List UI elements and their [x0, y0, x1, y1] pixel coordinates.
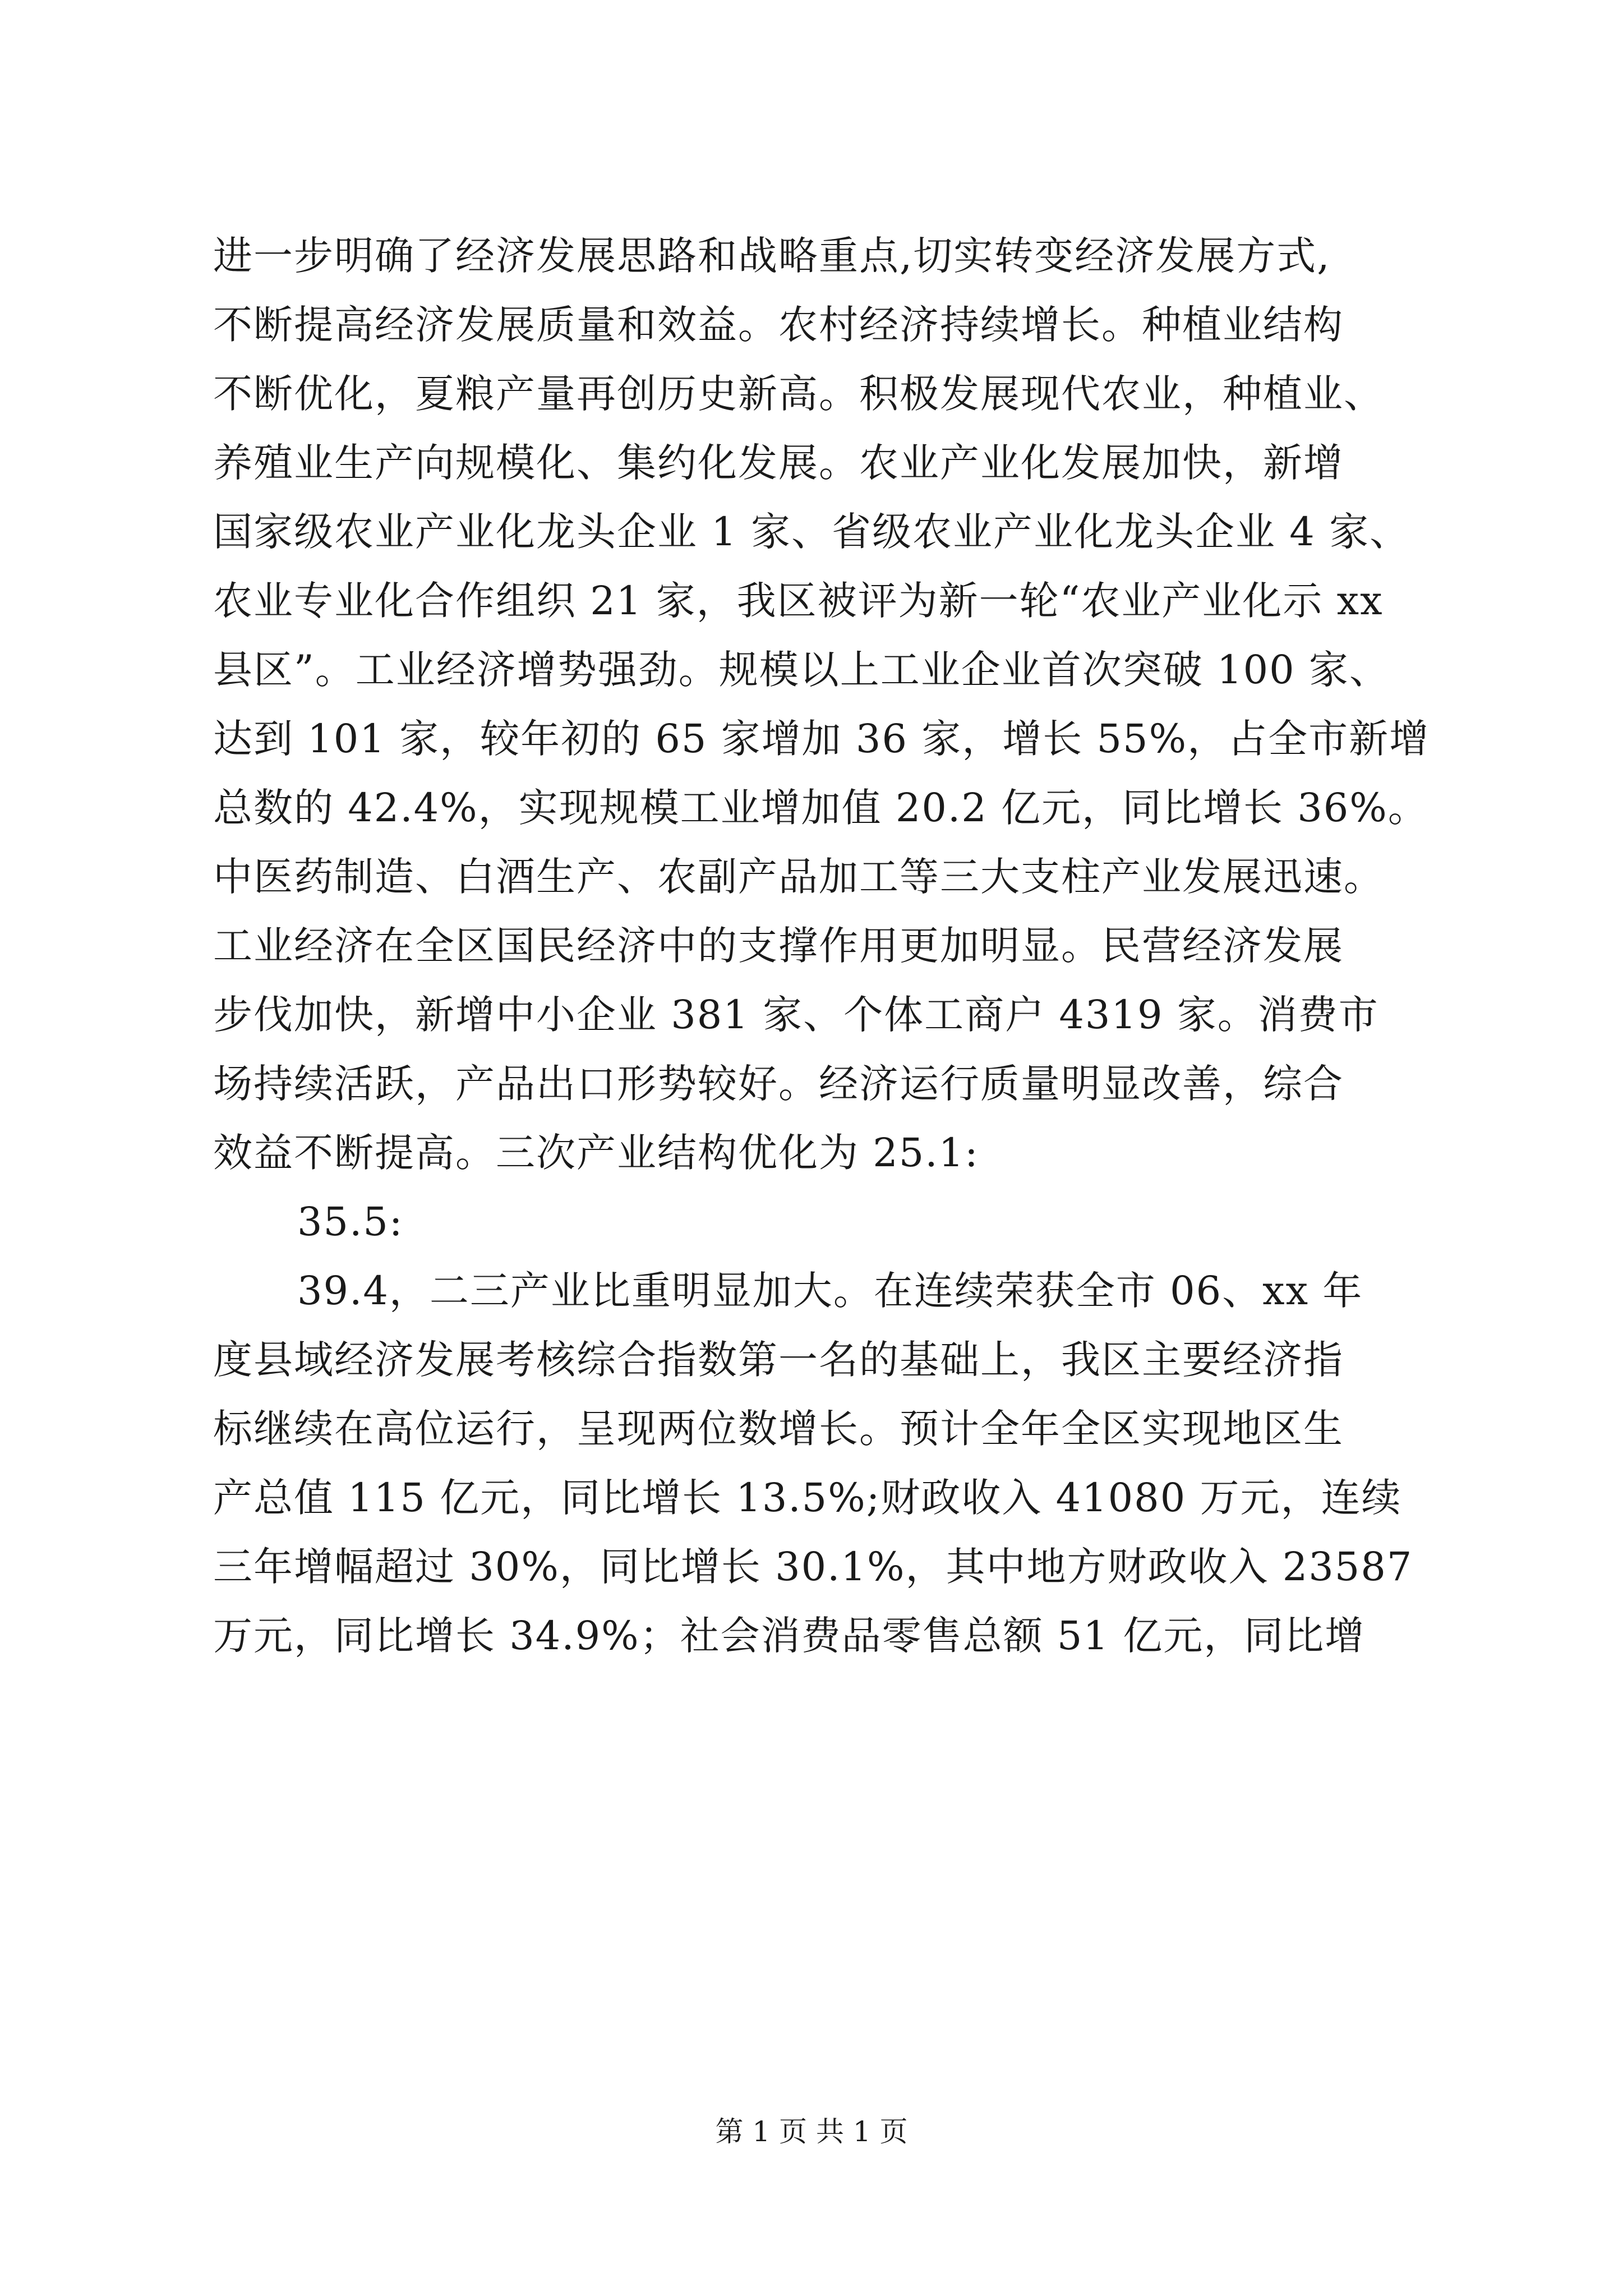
text-line: 县区”。工业经济增势强劲。规模以上工业企业首次突破 100 家、	[213, 647, 1390, 693]
text-line: 养殖业生产向规模化、集约化发展。农业产业化发展加快，新增	[213, 440, 1344, 486]
text-line: 达到 101 家，较年初的 65 家增加 36 家，增长 55%，占全市新增	[213, 716, 1430, 762]
text-line: 标继续在高位运行，呈现两位数增长。预计全年全区实现地区生	[213, 1406, 1344, 1452]
text-line: 中医药制造、白酒生产、农副产品加工等三大支柱产业发展迅速。	[213, 854, 1384, 900]
text-line: 三年增幅超过 30%，同比增长 30.1%，其中地方财政收入 23587	[213, 1544, 1413, 1590]
text-line: 不断优化，夏粮产量再创历史新高。积极发展现代农业，种植业、	[213, 371, 1384, 417]
text-line: 步伐加快，新增中小企业 381 家、个体工商户 4319 家。消费市	[213, 992, 1379, 1038]
text-line: 产总值 115 亿元，同比增长 13.5%;财政收入 41080 万元，连续	[213, 1475, 1402, 1521]
body-text	[213, 222, 1447, 1671]
text-line: 工业经济在全区国民经济中的支撑作用更加明显。民营经济发展	[213, 923, 1344, 969]
text-line: 总数的 42.4%，实现规模工业增加值 20.2 亿元，同比增长 36%。	[213, 785, 1428, 831]
paragraph-ratio-line: 35.5:	[297, 1199, 404, 1245]
text-line: 场持续活跃，产品出口形势较好。经济运行质量明显改善，综合	[213, 1061, 1344, 1107]
text-line: 国家级农业产业化龙头企业 1 家、省级农业产业化龙头企业 4 家、	[213, 509, 1410, 555]
page-footer: 第 1 页 共 1 页	[715, 2115, 908, 2148]
text-line: 度县域经济发展考核综合指数第一名的基础上，我区主要经济指	[213, 1337, 1344, 1383]
text-line: 39.4，二三产业比重明显加大。在连续荣获全市 06、xx 年	[297, 1268, 1363, 1314]
text-line: 效益不断提高。三次产业结构优化为 25.1:	[213, 1130, 979, 1176]
text-line: 万元，同比增长 34.9%；社会消费品零售总额 51 亿元，同比增	[213, 1613, 1366, 1659]
text-line: 进一步明确了经济发展思路和战略重点,切实转变经济发展方式,	[213, 233, 1331, 279]
text-line: 不断提高经济发展质量和效益。农村经济持续增长。种植业结构	[213, 302, 1344, 348]
text-line: 农业专业化合作组织 21 家，我区被评为新一轮“农业产业化示 xx	[213, 578, 1384, 624]
